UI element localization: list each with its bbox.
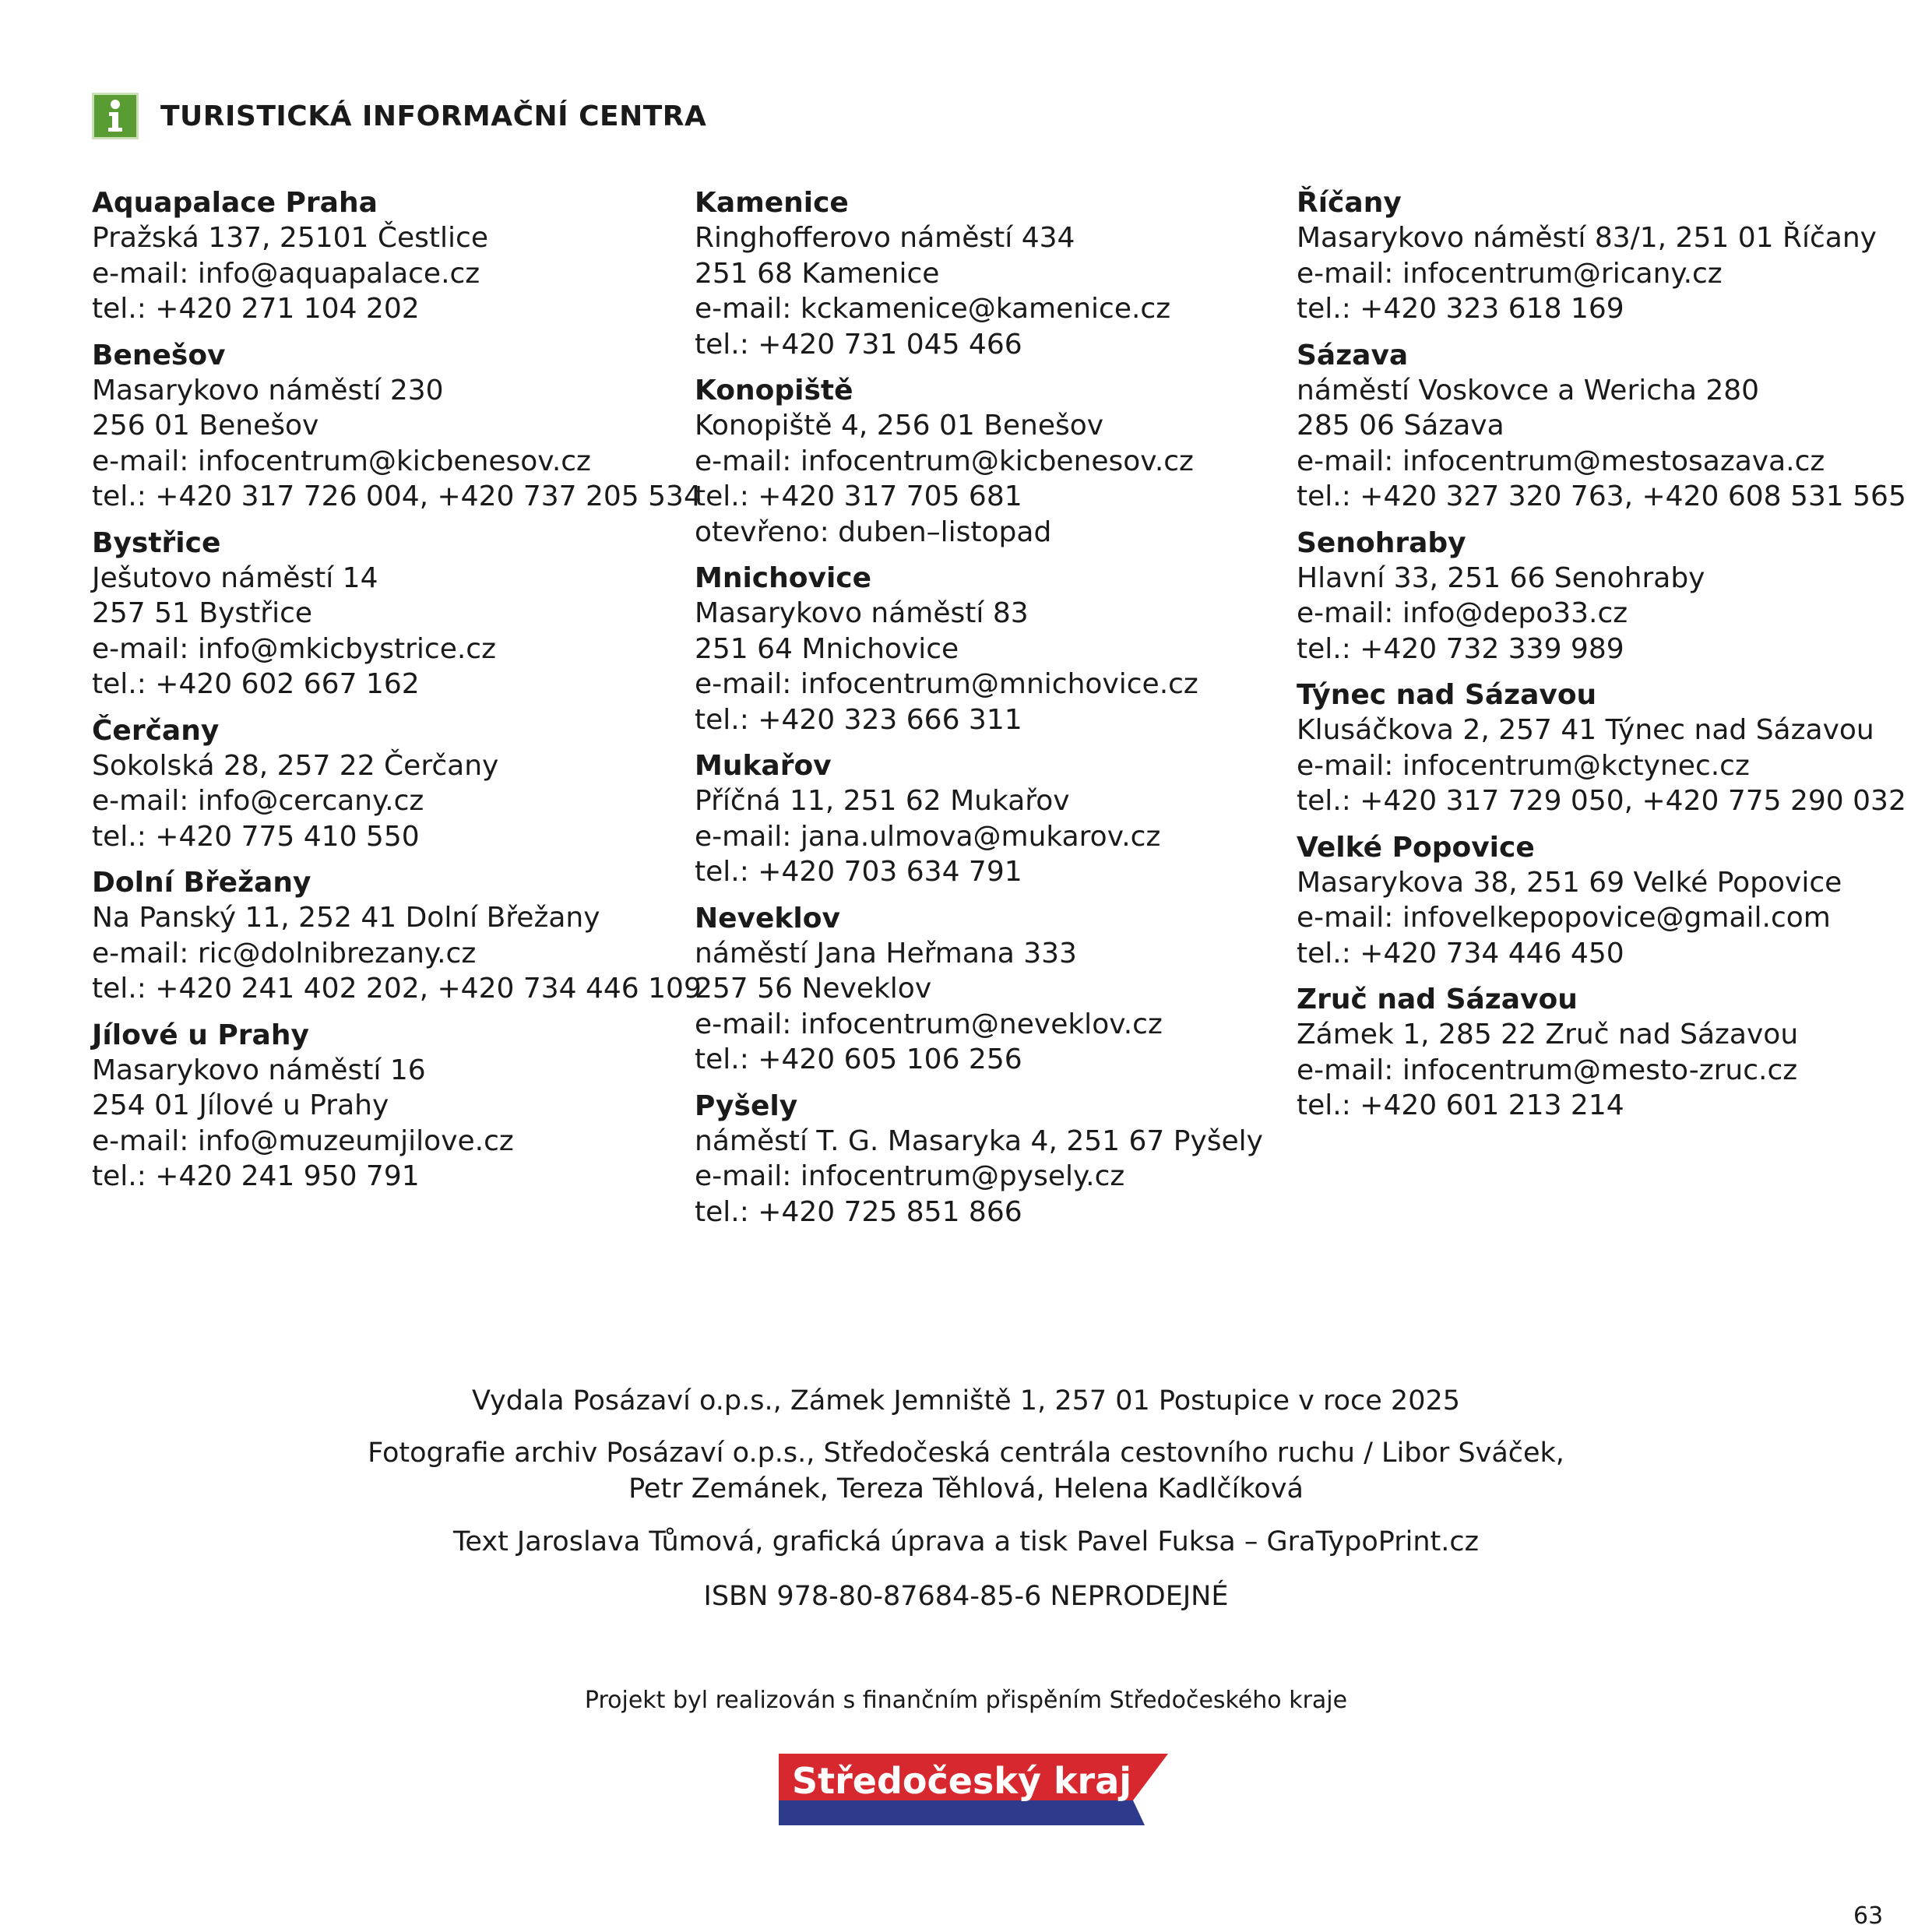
info-center-entry: [92, 526, 684, 702]
page-number: 63: [1853, 1902, 1884, 1930]
info-center-entry: [695, 748, 1286, 890]
project-note: Projekt byl realizován s finančním přispěním Středočeského kraje: [584, 1687, 1348, 1714]
info-center-email: e-mail: info@aquapalace.cz: [92, 257, 480, 290]
info-center-email: e-mail: infocentrum@mestosazava.cz: [1297, 445, 1825, 477]
info-center-address: Konopiště 4, 256 01 Benešov: [695, 410, 1104, 442]
info-center-name: Velké Popovice: [1297, 831, 1535, 864]
info-center-entry: [92, 1018, 684, 1195]
info-center-address: Na Panský 11, 252 41 Dolní Břežany: [92, 902, 600, 934]
isbn: ISBN 978-80-87684-85-6 NEPRODEJNÉ: [703, 1581, 1229, 1612]
info-center-entry: [695, 185, 1286, 362]
info-center-entry: [695, 373, 1286, 550]
info-center-name: Mukařov: [695, 750, 832, 782]
info-center-phone: tel.: +420 703 634 791: [695, 856, 1022, 888]
info-center-address: Masarykova 38, 251 69 Velké Popovice: [1297, 866, 1842, 899]
info-center-address: Masarykovo náměstí 16: [92, 1054, 426, 1086]
info-center-name: Kamenice: [695, 187, 849, 219]
info-center-name: Aquapalace Praha: [92, 187, 378, 219]
photo-credit-line-1: Fotografie archiv Posázaví o.p.s., Středočeská centrála cestovního ruchu / Libor Sváček,: [368, 1438, 1564, 1469]
info-center-entry: [695, 1089, 1286, 1230]
info-center-email: e-mail: info@depo33.cz: [1297, 597, 1628, 629]
info-center-name: Senohraby: [1297, 526, 1466, 559]
section-header: [92, 92, 706, 140]
info-center-entry: [1297, 185, 1888, 327]
info-center-address: Masarykovo náměstí 83: [695, 597, 1029, 629]
info-center-address: 251 68 Kamenice: [695, 257, 940, 290]
info-center-address: náměstí T. G. Masaryka 4, 251 67 Pyšely: [695, 1124, 1263, 1157]
info-center-opening-hours: otevřeno: duben–listopad: [695, 516, 1052, 548]
info-center-address: 257 56 Neveklov: [695, 973, 932, 1005]
info-center-entry: [92, 865, 702, 1007]
info-center-phone: tel.: +420 317 726 004, +420 737 205 534: [92, 480, 702, 512]
info-center-address: 257 51 Bystřice: [92, 597, 313, 629]
info-icon: [92, 93, 139, 139]
info-center-entry: [1297, 526, 1888, 667]
info-center-email: e-mail: infocentrum@kicbenesov.cz: [695, 445, 1194, 477]
info-center-name: Zruč nad Sázavou: [1297, 984, 1578, 1015]
info-center-phone: tel.: +420 323 618 169: [1297, 293, 1624, 325]
info-center-entry: [1297, 677, 1906, 819]
logo-text: Středočeský kraj: [791, 1760, 1132, 1802]
info-center-name: Benešov: [92, 339, 226, 371]
info-center-name: Týnec nad Sázavou: [1297, 679, 1597, 711]
info-center-name: Mnichovice: [695, 562, 872, 594]
info-center-entry: [92, 713, 684, 855]
column-3: [1297, 185, 1906, 1135]
info-center-phone: tel.: +420 327 320 763, +420 608 531 565: [1297, 480, 1906, 512]
info-center-name: Dolní Břežany: [92, 867, 311, 899]
info-center-address: 285 06 Sázava: [1297, 410, 1504, 442]
info-center-address: Hlavní 33, 251 66 Senohraby: [1297, 561, 1705, 594]
info-center-entry: [92, 185, 684, 327]
info-center-name: Konopiště: [695, 375, 853, 406]
info-center-email: e-mail: info@muzeumjilove.cz: [92, 1124, 514, 1157]
info-center-entry: [1297, 830, 1888, 972]
info-center-entry: [1297, 338, 1906, 515]
photo-credit-line-2: Petr Zemánek, Tereza Těhlová, Helena Kadlčíková: [628, 1473, 1304, 1504]
info-center-email: e-mail: infocentrum@neveklov.cz: [695, 1008, 1163, 1040]
info-center-phone: tel.: +420 602 667 162: [92, 668, 420, 700]
info-center-phone: tel.: +420 601 213 214: [1297, 1089, 1624, 1121]
info-center-entry: [1297, 982, 1888, 1124]
info-center-email: e-mail: infocentrum@kicbenesov.cz: [92, 445, 591, 477]
info-center-email: e-mail: info@mkicbystrice.cz: [92, 632, 496, 665]
info-center-email: e-mail: info@cercany.cz: [92, 785, 424, 817]
info-center-name: Sázava: [1297, 339, 1409, 371]
info-center-address: náměstí Voskovce a Wericha 280: [1297, 374, 1760, 406]
info-center-address: náměstí Jana Heřmana 333: [695, 937, 1077, 970]
info-center-email: e-mail: infocentrum@kctynec.cz: [1297, 749, 1750, 782]
info-center-address: 251 64 Mnichovice: [695, 632, 959, 665]
info-center-address: Ringhofferovo náměstí 434: [695, 222, 1075, 254]
info-center-phone: tel.: +420 605 106 256: [695, 1043, 1022, 1075]
publisher-credit: Vydala Posázaví o.p.s., Zámek Jemniště 1, 257 01 Postupice v roce 2025: [471, 1385, 1461, 1416]
info-center-name: Neveklov: [695, 902, 840, 934]
info-center-email: e-mail: infocentrum@ricany.cz: [1297, 257, 1723, 290]
info-center-address: Sokolská 28, 257 22 Čerčany: [92, 749, 499, 782]
info-center-address: Masarykovo náměstí 230: [92, 374, 444, 406]
info-center-phone: tel.: +420 271 104 202: [92, 293, 420, 325]
stredocesky-kraj-logo: [779, 1754, 1168, 1825]
info-center-phone: tel.: +420 732 339 989: [1297, 632, 1624, 665]
info-center-name: Pyšely: [695, 1089, 798, 1122]
info-center-address: Ješutovo náměstí 14: [92, 561, 378, 594]
info-center-name: Říčany: [1297, 187, 1402, 219]
info-center-email: e-mail: infocentrum@pysely.cz: [695, 1160, 1125, 1192]
text-credit: Text Jaroslava Tůmová, grafická úprava a tisk Pavel Fuksa – GraTypoPrint.cz: [453, 1526, 1479, 1557]
info-center-name: Jílové u Prahy: [92, 1019, 309, 1051]
info-center-phone: tel.: +420 731 045 466: [695, 328, 1022, 361]
info-center-name: Bystřice: [92, 526, 221, 559]
info-center-address: Klusáčkova 2, 257 41 Týnec nad Sázavou: [1297, 714, 1874, 746]
info-center-email: e-mail: ric@dolnibrezany.cz: [92, 937, 477, 970]
info-center-address: 256 01 Benešov: [92, 410, 319, 442]
info-center-email: e-mail: infovelkepopovice@gmail.com: [1297, 902, 1831, 934]
info-center-phone: tel.: +420 317 705 681: [695, 480, 1022, 512]
info-center-address: Zámek 1, 285 22 Zruč nad Sázavou: [1297, 1019, 1799, 1050]
info-center-email: e-mail: kckamenice@kamenice.cz: [695, 293, 1171, 325]
info-center-address: Masarykovo náměstí 83/1, 251 01 Říčany: [1297, 222, 1877, 254]
info-center-phone: tel.: +420 241 950 791: [92, 1160, 420, 1192]
info-center-phone: tel.: +420 734 446 450: [1297, 937, 1624, 970]
column-1: [92, 185, 702, 1205]
section-title: TURISTICKÁ INFORMAČNÍ CENTRA: [160, 100, 707, 132]
info-center-phone: tel.: +420 725 851 866: [695, 1195, 1022, 1228]
info-center-entry: [92, 338, 702, 515]
info-center-phone: tel.: +420 323 666 311: [695, 703, 1022, 736]
info-center-address: Pražská 137, 25101 Čestlice: [92, 222, 488, 254]
info-center-email: e-mail: infocentrum@mnichovice.cz: [695, 668, 1198, 700]
info-center-entry: [695, 901, 1286, 1078]
logo-blue-band: [779, 1800, 1145, 1825]
info-center-name: Čerčany: [92, 714, 220, 747]
info-center-address: Příčná 11, 251 62 Mukařov: [695, 785, 1070, 817]
info-center-entry: [695, 561, 1286, 737]
column-2: [695, 185, 1286, 1240]
info-center-phone: tel.: +420 317 729 050, +420 775 290 032: [1297, 785, 1906, 817]
info-center-email: e-mail: infocentrum@mesto-zruc.cz: [1297, 1054, 1798, 1086]
info-center-address: 254 01 Jílové u Prahy: [92, 1089, 389, 1121]
info-center-phone: tel.: +420 775 410 550: [92, 820, 420, 853]
info-center-email: e-mail: jana.ulmova@mukarov.cz: [695, 820, 1161, 853]
info-center-phone: tel.: +420 241 402 202, +420 734 446 109: [92, 973, 702, 1005]
